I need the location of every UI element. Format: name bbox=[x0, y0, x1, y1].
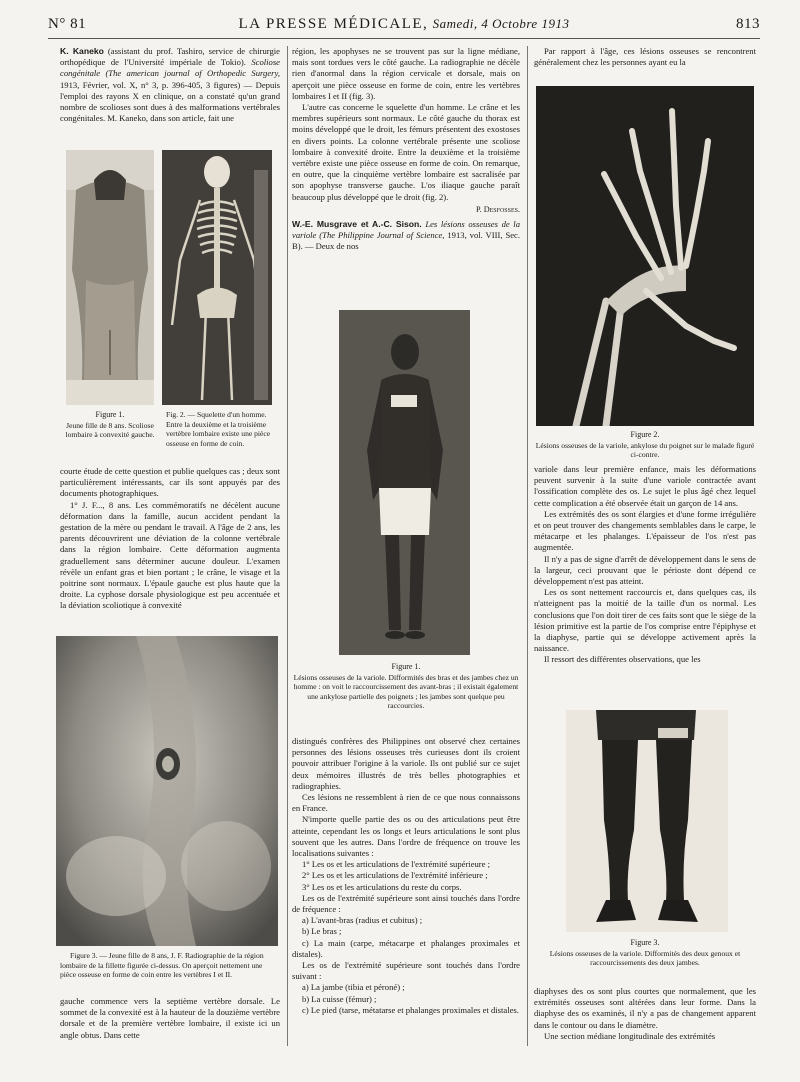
list-item: b) Le bras ; bbox=[302, 926, 342, 937]
figure-2-text: homme. Entre la deuxième et la troisième vertèbre lombaire existe une pièce osseuse en forme de coin. bbox=[166, 410, 271, 448]
paragraph: Par rapport à l'âge, ces lésions osseuses se rencontrent généralement chez les personnes ayant eu la bbox=[534, 46, 756, 68]
figure-1-text: Lésions osseuses de la variole. Difformités des bras et des jambes chez un homme : on voit le raccourcissement des avant-bras ; il existait également une ankylose partielle des poignets ; les jambes sont quelque peu raccourcies. bbox=[293, 672, 519, 711]
figure-2-caption bbox=[166, 410, 276, 448]
issue-date: Samedi, 4 Octobre 1913 bbox=[432, 16, 570, 31]
col3-end bbox=[534, 986, 756, 1048]
figure-2-label: Fig. 2. — Squelette d'un bbox=[166, 410, 240, 419]
issue-number: N° 81 bbox=[48, 16, 87, 32]
figure-1-text: Jeune fille de 8 ans. Scoliose lombaire à convexité gauche. bbox=[65, 420, 155, 440]
paragraph: N'importe quelle partie des os ou des articulations peut être atteinte, cependant les os longs et leurs articulations le sont plus souvent que les autres. Dans l'ordre de fréquence on trouve les localisations suivantes : bbox=[292, 814, 520, 859]
author-affiliation: (assistant du prof. Tashiro, service de chirurgie orthopédique de l'Université impériale de Tokio). bbox=[60, 46, 280, 68]
list-item: 2° Les os et les articulations de l'extrémité inférieure ; bbox=[302, 870, 488, 881]
running-header bbox=[48, 14, 760, 36]
figure-hand-radiograph bbox=[536, 86, 754, 426]
paragraph: région, les apophyses ne se trouvent pas sur la ligne médiane, mais sont tordues vers le côté gauche. La radiographie ne décèle rien d'anormal dans la région cervicale et dorsale, mais on aperçoit une pièce osseuse en forme de coin, entre les vertèbres lombaires I et II (fig. 3). bbox=[292, 46, 520, 101]
figure-2-label: Figure 2. bbox=[630, 430, 660, 439]
article-title: Les lésions osseuses de la variole bbox=[292, 219, 520, 241]
paragraph: Une section médiane longitudinale des extrémités bbox=[544, 1030, 716, 1041]
col3-top bbox=[534, 46, 756, 80]
article-source: (The american journal of Orthopedic Surgery, bbox=[105, 68, 280, 79]
col1-body bbox=[60, 466, 280, 628]
column-separator bbox=[287, 46, 288, 1046]
paragraph: Il ressort des différentes observations, que les bbox=[544, 654, 701, 665]
journal-title: LA PRESSE MÉDICALE, bbox=[238, 16, 429, 32]
figure-1-label: Figure 1. bbox=[391, 662, 421, 671]
paragraph: Les os sont nettement raccourcis et, dans quelques cas, ils n'atteignent pas la moitié de la taille d'un os normal. Les conclusions que l'on doit tirer de ces faits sont que le siège de la lésion primitive est la partie de l'os comprise entre l'épiphyse et la diaphyse, partie qui se développe activement après la naissance. bbox=[534, 587, 756, 654]
figure-3-text: Lésions osseuses de la variole. Difformités des deux genoux et raccourcissements des deux jambes. bbox=[549, 948, 741, 968]
col2-body bbox=[292, 736, 520, 1048]
list-item: a) La jambe (tibia et péroné) ; bbox=[302, 982, 405, 993]
paragraph: Ces lésions ne ressemblent à rien de ce que nous connaissons en France. bbox=[292, 792, 520, 814]
figure-scoliosis-girl-photo bbox=[66, 150, 154, 405]
article-source: (The Philippine Journal of Science, bbox=[319, 230, 445, 241]
list-item: c) Le pied (tarse, métatarse et phalanges proximales et distales. bbox=[302, 1004, 519, 1015]
figure-legs-photo bbox=[566, 710, 728, 932]
figure-3-caption: Figure 3. — Jeune fille de 8 ans, J. F. Radiographie de la région lombaire de la fillette figurée ci-dessus. On aperçoit nettement une pièce osseuse en forme de coin entre les vertèbres I et II. bbox=[60, 951, 264, 980]
paragraph: gauche commence vers la septième vertèbre dorsale. Le sommet de la convexité est à la hauteur de la douzième vertèbre dorsale et de la première vertèbre lombaire, il existe ici un angle obtus. Dans cette bbox=[60, 996, 280, 1040]
paragraph: Les extrémités des os sont élargies et d'une forme irrégulière et on peut trouver des changements semblables dans le carpe, le métacarpe et les phalanges. L'épaisseur de l'os n'est pas augmentée. bbox=[534, 508, 756, 553]
article-source-details: 1913, vol. VIII, Sec. B). — Deux de nos bbox=[292, 230, 520, 252]
paragraph: L'autre cas concerne le squelette d'un homme. Le crâne et les membres supérieurs sont normaux. Le côté gauche du thorax est moins développé que le droit, les fémurs présentent des exostoses en divers points. La colonne vertébrale présente une scoliose lombaire à convexité droite. Entre la deuxième et la troisième vertèbre existe une pièce osseuse en forme de coin. On remarque, en outre, que la cinquième vertèbre lombaire est sacralisée par son apophyse transverse gauche. L'os iliaque gauche paraît beaucoup plus développé que le droit (fig. 2). bbox=[292, 102, 520, 202]
col2-figure-1-caption bbox=[292, 662, 520, 711]
paragraph: Les os de l'extrémité supérieure sont touchés dans l'ordre suivant : bbox=[292, 960, 520, 982]
paragraph: distingués confrères des Philippines ont observé chez certaines personnes des lésions osseuses très curieuses dont ils croient pouvoir attribuer l'origine à la variole. Ils ont publié sur ce sujet deux mémoires illustrés de très belles photographies et radiographies. bbox=[292, 736, 520, 791]
list-item: 3° Les os et les articulations du reste du corps. bbox=[302, 881, 462, 892]
figure-1-caption bbox=[62, 410, 158, 440]
paragraph: variole dans leur première enfance, mais les déformations peuvent survenir à la suite d'une variole contractée avant l'ossification complète des os. Le sujet le plus âgé chez lequel cette complication a été observée était un garçon de 14 ans. bbox=[534, 464, 756, 508]
paragraph: diaphyses des os sont plus courtes que normalement, que les extrémités osseuses sont altérées dans leur forme. Dans la diaphyse des os examinés, il n'y a pas de changement apparent dans le contour ou dans le diamètre. bbox=[534, 986, 756, 1030]
paragraph: Il n'y a pas de signe d'arrêt de développement dans le sens de la largeur, ceci prouvant que le périoste dont dépend ce développement n'est pas atteint. bbox=[534, 553, 756, 587]
list-item: 1° Les os et les articulations de l'extrémité supérieure ; bbox=[302, 859, 491, 870]
signature: P. Desfosses. bbox=[475, 204, 520, 214]
article-author: K. Kaneko bbox=[60, 46, 104, 56]
col1-end bbox=[60, 996, 280, 1048]
figure-lumbar-radiograph bbox=[56, 636, 278, 946]
paragraph: courte étude de cette question et publie quelques cas ; deux sont particulièrement intéressants, car ils sont appuyés par des documents photographiques. bbox=[60, 466, 280, 499]
col3-body bbox=[534, 464, 756, 696]
list-item: a) L'avant-bras (radius et cubitus) ; bbox=[302, 915, 423, 926]
figure-2-text: Lésions osseuses de la variole, ankylose du poignet sur le malade figuré ci-contre. bbox=[535, 440, 755, 460]
col1-intro bbox=[60, 46, 280, 146]
col2-top bbox=[292, 46, 520, 306]
header-rule bbox=[48, 38, 760, 39]
figure-3-label: Figure 3. bbox=[630, 938, 660, 947]
page-number: 813 bbox=[736, 16, 760, 32]
paragraph: Les os de l'extrémité supérieure sont ainsi touchés dans l'ordre de fréquence : bbox=[292, 892, 520, 915]
list-item: c) La main (carpe, métacarpe et phalanges proximales et distales). bbox=[292, 937, 520, 959]
paragraph: 1° J. F..., 8 ans. Les commémoratifs ne décèlent aucune déformation dans la famille, aucun accident pendant la gestation de la mère ou pendant le travail. A l'âge de 2 ans, les parents découvrirent une déviation de la colonne vertébrale dans la région lombaire. Cette déformation augmenta graduellement sans déterminer aucune douleur. L'examen révèle un enfant gras et bien portant ; le crâne, le visage et la poitrine sont normaux. L'épaule gauche est plus haute que la droite. La cyphose dorsale physiologique est peu accentuée et la déviation scoliotique à convexité bbox=[60, 499, 280, 611]
column-separator bbox=[527, 46, 528, 1046]
article-title: Scoliose congénitale bbox=[60, 57, 280, 79]
article-source-details: 1913, Février, vol. X, n° 3, p. 396-405, 3 figures) — Depuis l'emploi des rayons X en clinique, on a constaté qu'un grand nombre de scolioses sont dues à des malformations vertébrales congénitales. M. Kaneko, dans son article, fait une bbox=[60, 79, 280, 124]
figure-skeleton-photo bbox=[162, 150, 272, 405]
col3-figure-2-caption bbox=[534, 430, 756, 460]
col3-figure-3-caption bbox=[534, 938, 756, 968]
figure-man-standing-photo bbox=[339, 310, 470, 655]
article-author: W.-E. Musgrave et A.-C. Sison. bbox=[292, 219, 422, 230]
journal-title-line bbox=[48, 16, 760, 33]
list-item: b) La cuisse (fémur) ; bbox=[302, 993, 377, 1004]
figure-1-label: Figure 1. bbox=[95, 410, 125, 419]
